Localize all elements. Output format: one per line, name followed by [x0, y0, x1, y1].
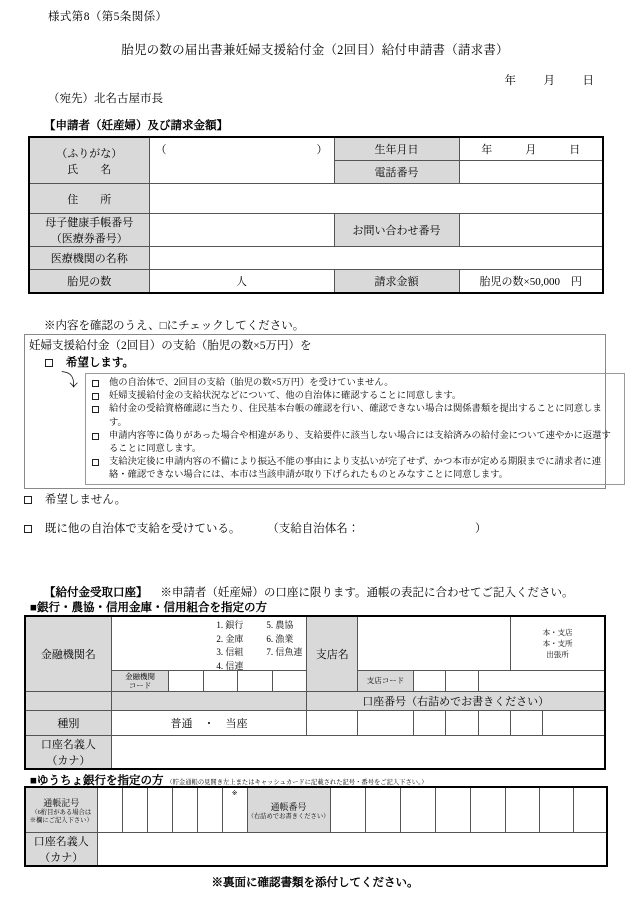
claim-amount-label: 請求金額 — [334, 270, 459, 294]
table-row — [29, 214, 603, 247]
passbook-number-digit[interactable] — [365, 787, 400, 833]
consent-item[interactable] — [92, 456, 618, 482]
passbook-symbol-note-line1: （6桁目がある場合は — [31, 808, 92, 816]
date-line: 年 月 日 — [504, 75, 602, 87]
table-row — [25, 711, 605, 736]
address-label: 住 所 — [29, 184, 149, 214]
passbook-number-digit[interactable] — [435, 787, 470, 833]
passbook-symbol-extra-digit[interactable]: ※ — [222, 787, 247, 833]
checkbox-other-icon[interactable] — [24, 525, 32, 533]
bank-heading-note: ※申請者（妊産婦）の口座に限ります。通帳の表記に合わせてご記入ください。 — [160, 587, 574, 599]
bank-subheading: ■銀行・農協・信用金庫・信用組合を指定の方 — [30, 602, 267, 614]
consent-item-label: 申請内容等に偽りがあった場合や相違があり、支給要件に該当しない場合には支給済みの給付金について速やかに返還することに同意します。 — [109, 430, 611, 454]
table-row — [25, 692, 605, 711]
table-row — [29, 184, 603, 214]
check-instruction-note: ※内容を確認のうえ、□にチェックしてください。 — [44, 320, 305, 332]
institution-type-option[interactable]: 7. 信魚連 — [266, 647, 303, 657]
bank-heading-text: 【給付金受取口座】 — [44, 587, 148, 599]
institution-code-label-line1: 金融機関 — [125, 671, 156, 681]
arrow-down-right-icon: ⤵ — [61, 371, 78, 391]
inquiry-input-cell[interactable] — [459, 214, 603, 247]
yucho-account-holder-label — [25, 833, 97, 867]
table-row — [25, 736, 605, 770]
consent-item-label: 妊婦支援給付金の支給状況などについて、他の自治体に確認することに同意します。 — [109, 391, 462, 402]
branch-code-digit[interactable] — [413, 671, 445, 692]
institution-code-digit[interactable] — [203, 671, 237, 692]
checkbox-consent-icon[interactable] — [92, 406, 99, 413]
institution-code-label — [111, 671, 169, 692]
account-number-digit[interactable] — [413, 711, 445, 736]
institution-code-digit[interactable] — [272, 671, 307, 692]
yucho-account-holder-label-line2: （カナ） — [39, 852, 84, 864]
consent-item[interactable] — [92, 390, 618, 403]
table-row — [25, 616, 605, 671]
institution-code-digit[interactable] — [238, 671, 272, 692]
institution-type-list — [216, 619, 302, 673]
name-label-cell — [29, 137, 149, 184]
passbook-number-label-text: 通帳番号 — [270, 801, 307, 812]
yucho-subheading-text: ■ゆうちょ銀行を指定の方 — [30, 775, 164, 787]
passbook-symbol-digit[interactable] — [97, 787, 122, 833]
fetus-count-label: 胎児の数 — [29, 270, 149, 294]
account-number-digit[interactable] — [478, 711, 510, 736]
account-number-digit[interactable] — [307, 711, 358, 736]
passbook-symbol-label-text: 通帳記号 — [43, 797, 80, 808]
name-paren-close: ） — [316, 144, 328, 156]
applicant-section-heading: 【申請者（妊産婦）及び請求金額】 — [44, 120, 228, 132]
passbook-number-label — [247, 787, 330, 833]
yucho-account-holder-label-line1: 口座名義人 — [33, 836, 89, 848]
branch-suffix-line3: 出張所 — [546, 650, 569, 660]
fetus-count-input-cell[interactable]: 人 — [149, 270, 334, 294]
branch-name-label: 支店名 — [307, 616, 358, 692]
checkbox-no-icon[interactable] — [24, 496, 32, 504]
account-number-label: 口座番号（右詰めでお書きください） — [307, 692, 605, 711]
checkbox-consent-icon[interactable] — [92, 459, 99, 466]
checkbox-consent-icon[interactable] — [92, 393, 99, 400]
passbook-symbol-digit[interactable] — [147, 787, 172, 833]
passbook-number-digit[interactable] — [539, 787, 573, 833]
branch-suffix-line1: 本・支店 — [542, 627, 573, 637]
account-number-digit[interactable] — [358, 711, 414, 736]
table-row — [29, 137, 603, 161]
yucho-account-table — [24, 786, 608, 867]
institution-code-digit[interactable] — [169, 671, 203, 692]
account-holder-label-line1: 口座名義人 — [40, 739, 96, 751]
institution-type-option[interactable]: 6. 漁業 — [266, 633, 294, 644]
medical-institution-input-cell[interactable] — [149, 247, 603, 270]
name-label: 氏 名 — [67, 163, 112, 176]
yucho-subheading-note: （貯金通帳の見開き左上またはキャッシュカードに記載された記号・番号をご記入下さい。） — [166, 779, 428, 786]
account-number-digit[interactable] — [446, 711, 478, 736]
branch-code-label: 支店コード — [358, 671, 414, 692]
option-no-row[interactable] — [24, 492, 126, 509]
account-type-label: 種別 — [25, 711, 111, 736]
institution-type-option[interactable]: 2. 金庫 — [216, 633, 244, 644]
passbook-number-digit[interactable] — [400, 787, 435, 833]
passbook-symbol-digit[interactable] — [122, 787, 147, 833]
option-other-label: 既に他の自治体で支給を受けている。 — [44, 523, 241, 535]
birthdate-input-cell[interactable]: 年 月 日 — [459, 137, 603, 161]
address-input-cell[interactable] — [149, 184, 603, 214]
form-number: 様式第8（第5条関係） — [48, 11, 168, 23]
handbook-input-cell[interactable] — [149, 214, 334, 247]
institution-type-option[interactable]: 4. 信連 — [216, 660, 244, 671]
account-number-spacer-2 — [111, 692, 307, 711]
phone-input-cell[interactable] — [459, 161, 603, 184]
account-holder-label — [25, 736, 111, 770]
institution-type-option[interactable]: 1. 銀行 — [216, 620, 244, 630]
consent-item-label: 給付金の受給資格確認に当たり、住民基本台帳の確認を行い、確認できない場合は関係書類を提出することに同意します。 — [109, 404, 602, 428]
passbook-number-digit[interactable] — [573, 787, 607, 833]
passbook-number-note: （右詰めでお書きください） — [247, 812, 330, 820]
branch-suffix-line2: 本・支所 — [542, 638, 573, 648]
handbook-label-line2: （医療券番号） — [50, 233, 128, 245]
branch-code-digit[interactable] — [446, 671, 478, 692]
consent-item[interactable] — [92, 430, 618, 456]
table-row — [25, 833, 607, 867]
account-number-digit[interactable] — [511, 711, 542, 736]
document-title: 胎児の数の届出書兼妊婦支援給付金（2回目）給付申請書（請求書） — [121, 43, 509, 57]
consent-item-label: 支給決定後に申請内容の不備により振込不能の事由により支払いが完了せず、かつ本市が定める期限までに請求者に連絡・確認できない場合には、本市は当該申請が取り下げられたものとみなすことに同意します。 — [109, 457, 601, 481]
consent-item[interactable] — [92, 377, 618, 390]
table-row — [29, 270, 603, 294]
passbook-symbol-digit[interactable] — [197, 787, 222, 833]
consent-lead-text: 妊婦支援給付金（2回目）の支給（胎児の数×5万円）を — [29, 340, 312, 352]
passbook-number-digit[interactable] — [470, 787, 505, 833]
passbook-symbol-digit[interactable] — [172, 787, 197, 833]
handbook-label — [29, 214, 149, 247]
passbook-number-digit[interactable] — [330, 787, 365, 833]
furigana-label: （ふりがな） — [56, 147, 123, 160]
consent-item[interactable] — [92, 403, 618, 429]
account-holder-label-line2: （カナ） — [46, 755, 91, 767]
inquiry-label: お問い合わせ番号 — [334, 214, 459, 247]
branch-code-digit[interactable] — [478, 671, 605, 692]
account-number-spacer — [25, 692, 111, 711]
passbook-symbol-label — [25, 787, 97, 833]
table-row — [25, 787, 607, 833]
birthdate-label: 生年月日 — [334, 137, 459, 161]
bank-account-table — [24, 615, 606, 770]
account-type-value[interactable]: 普通 ・ 当座 — [111, 711, 307, 736]
checkbox-consent-icon[interactable] — [92, 380, 99, 387]
table-row — [29, 247, 603, 270]
footer-note: ※裏面に確認書類を添付してください。 — [211, 877, 419, 889]
claim-amount-value: 胎児の数×50,000 円 — [459, 270, 603, 294]
handbook-label-line1: 母子健康手帳番号 — [45, 217, 134, 229]
option-yes-label: 希望します。 — [65, 357, 134, 369]
option-other-paren-close: ） — [475, 523, 487, 535]
option-yes-row[interactable] — [45, 355, 134, 372]
name-paren-open: （ — [155, 144, 167, 156]
institution-type-option[interactable]: 5. 農協 — [266, 620, 294, 630]
name-input-cell[interactable] — [149, 137, 334, 184]
consent-outer-box — [24, 334, 611, 489]
institution-name-input-cell[interactable] — [111, 616, 307, 671]
passbook-number-digit[interactable] — [505, 787, 539, 833]
option-no-label: 希望しません。 — [44, 494, 127, 506]
consent-inner-box — [85, 373, 625, 485]
account-holder-input-cell[interactable] — [111, 736, 605, 770]
checkbox-yes-icon[interactable] — [45, 359, 53, 367]
checkbox-consent-icon[interactable] — [92, 433, 99, 440]
institution-type-option[interactable]: 3. 信組 — [216, 647, 244, 657]
branch-suffix-cell[interactable] — [511, 616, 605, 671]
institution-code-label-line2: コード — [128, 681, 152, 690]
yucho-account-holder-input-cell[interactable] — [97, 833, 607, 867]
branch-name-input-cell[interactable] — [358, 616, 511, 671]
consent-item-label: 他の自治体で、2回目の支給（胎児の数×5万円）を受けていません。 — [109, 378, 394, 388]
institution-name-label: 金融機関名 — [25, 616, 111, 692]
passbook-symbol-note-line2: ※欄にご記入下さい） — [29, 816, 93, 824]
phone-label: 電話番号 — [334, 161, 459, 184]
addressee: （宛先）北名古屋市長 — [48, 93, 163, 105]
option-other-paren-open: （支給自治体名： — [267, 523, 360, 535]
option-other-row[interactable] — [24, 521, 487, 538]
applicant-table — [28, 136, 604, 294]
medical-institution-label: 医療機関の名称 — [29, 247, 149, 270]
bank-section-heading — [44, 584, 573, 600]
account-number-digit[interactable] — [542, 711, 605, 736]
